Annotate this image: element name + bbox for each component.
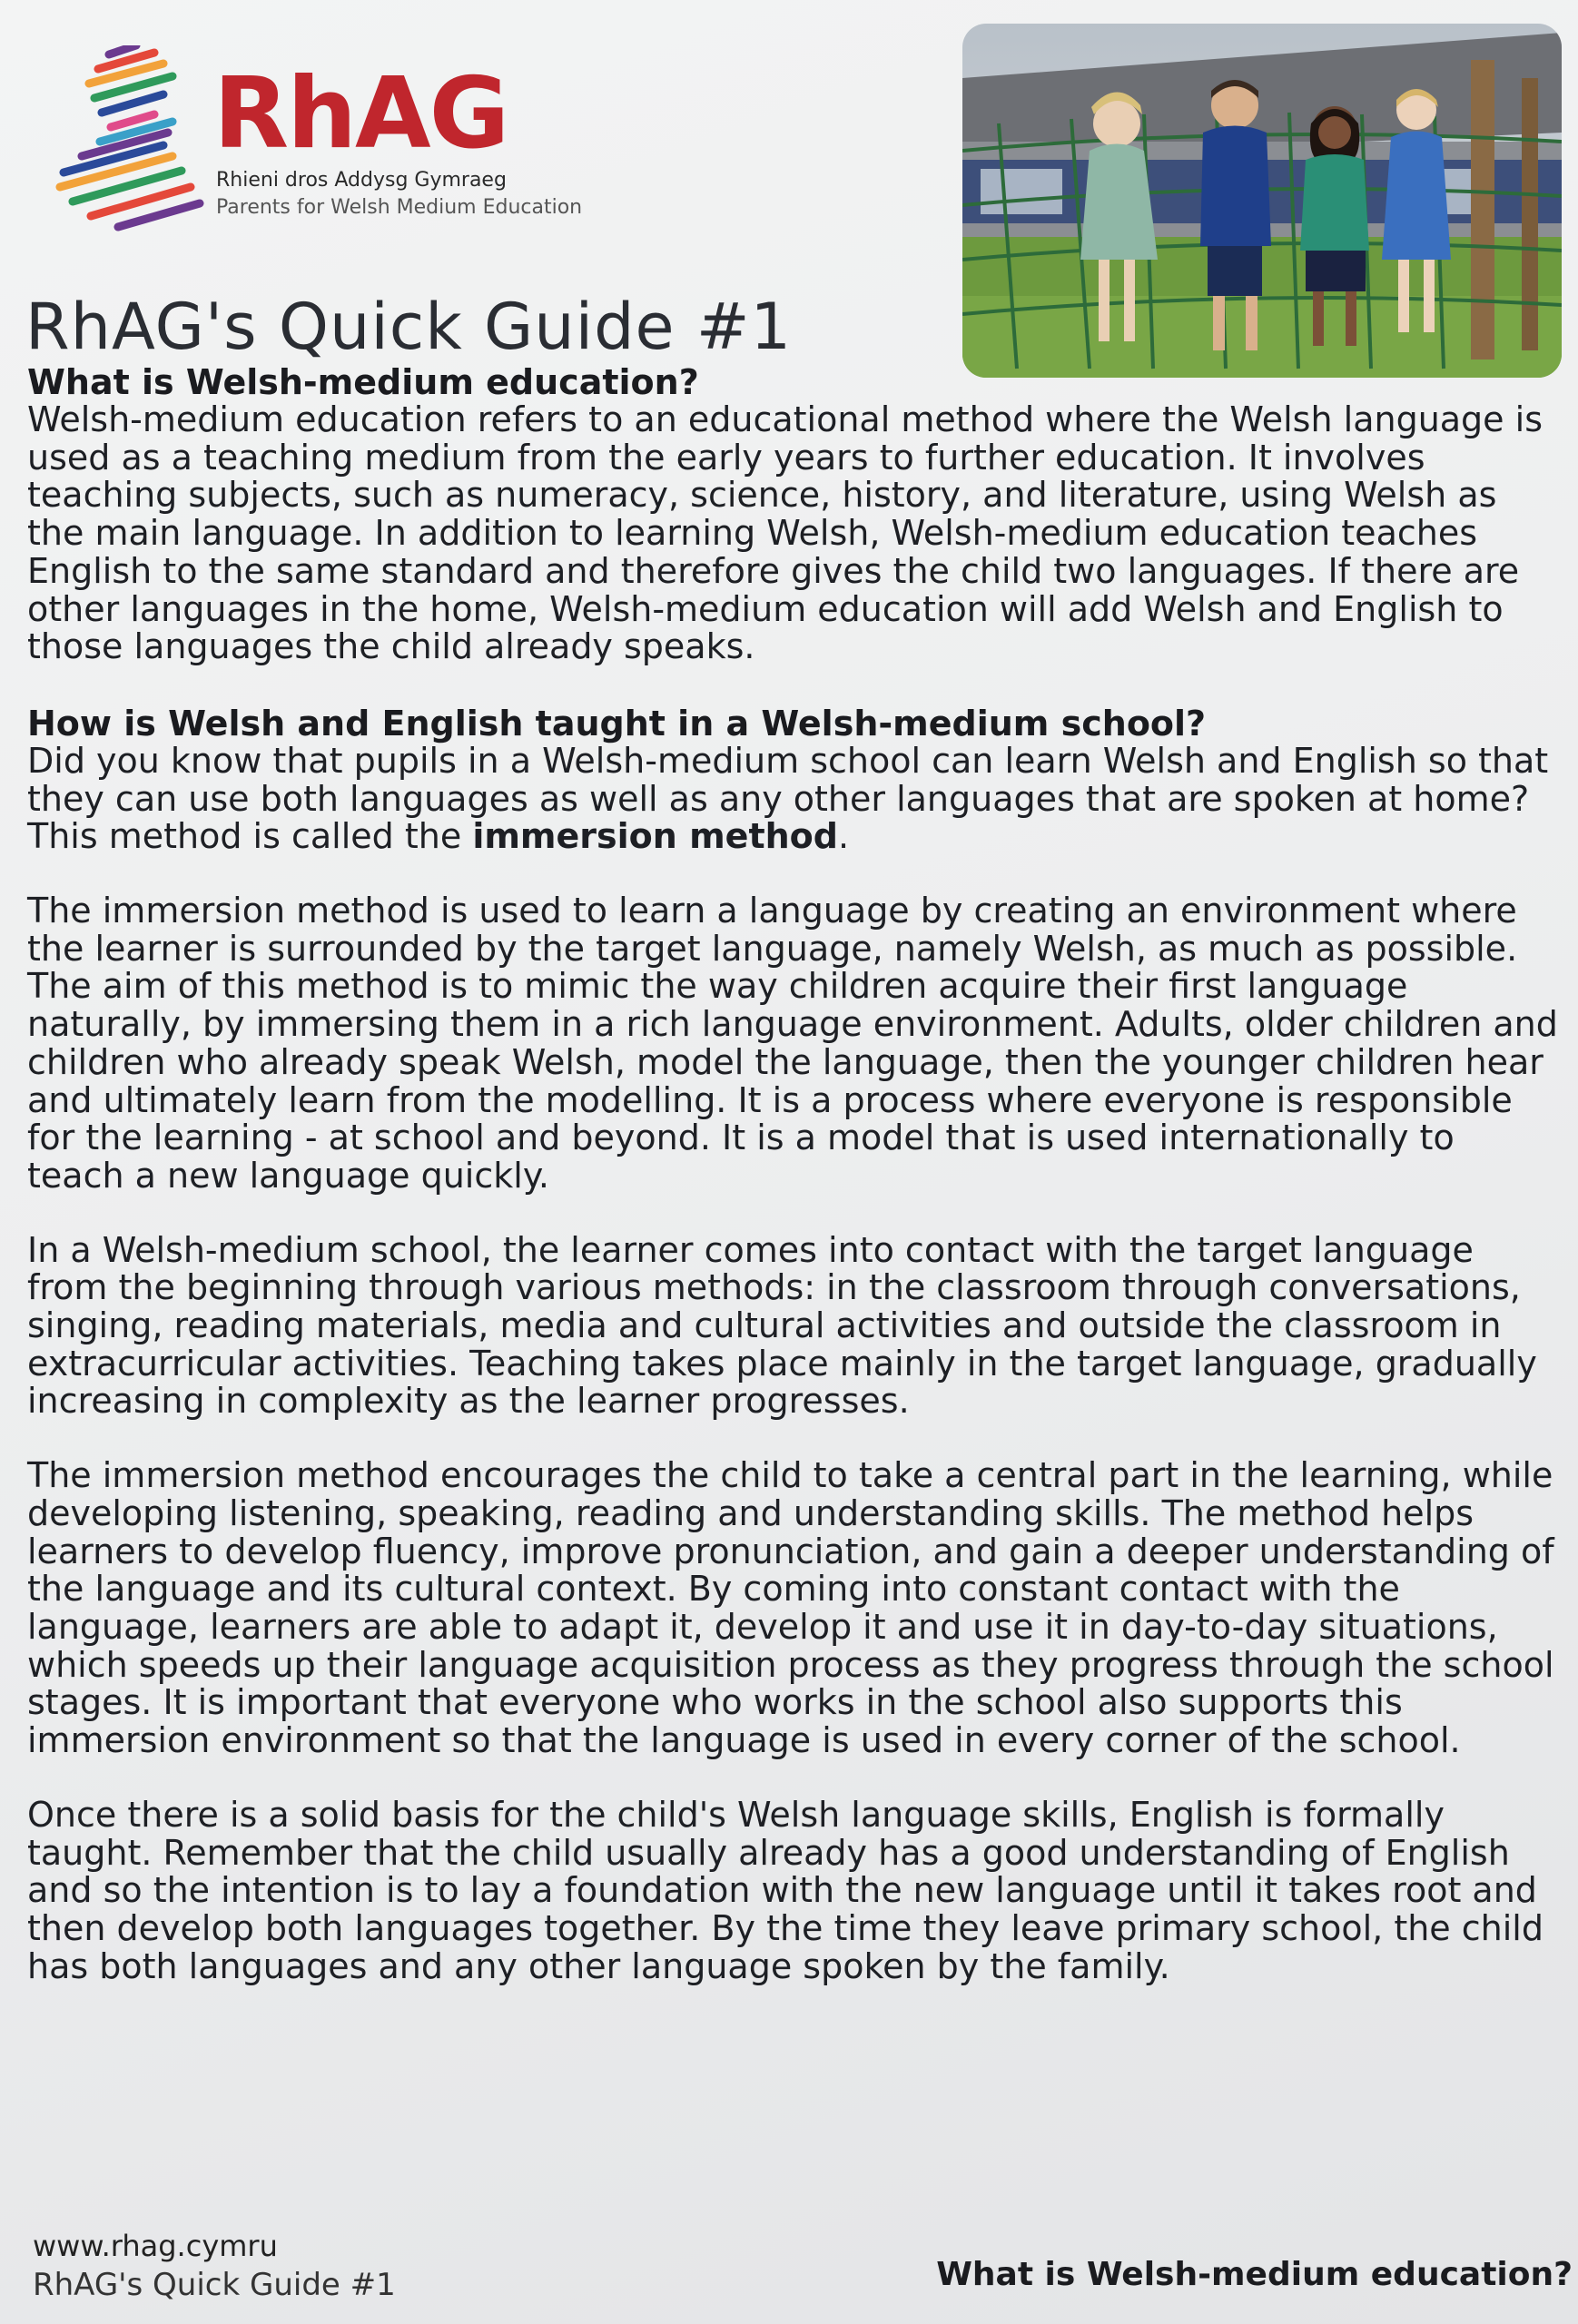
section-text-how-taught: [27, 740, 1562, 857]
paragraph-english-teaching: Once there is a solid basis for the child's Welsh language skills, English is formally taught. Remember that the child usually already has a good understanding of English and so the intention is to lay a foundation with the new language until it takes root and then develop both languages together. By the time they leave primary school, the child has both languages and any other language spoken by the family.: [27, 1794, 1543, 1986]
paragraph-school-contact: In a Welsh-medium school, the learner comes into contact with the target language from the beginning through various methods: in the classroom through conversations, singing, reading materials, media and cultural activities and outside the classroom in extracurricular activities. Teaching takes place mainly in the target language, gradually increasing in complexity as the learner progresses.: [27, 1229, 1537, 1422]
logo-tagline-english: Parents for Welsh Medium Education: [216, 196, 583, 219]
footer-website-link[interactable]: www.rhag.cymru: [33, 2229, 278, 2263]
how-taught-text-start: Did you know that pupils in a Welsh-medium school can learn Welsh and English so that they can use both languages as well as any other languages that are spoken at home? This method is called the: [27, 740, 1549, 857]
paragraph-immersion-definition: The immersion method is used to learn a language by creating an environment where the learner is surrounded by the target language, namely Welsh, as much as possible. The aim of this method is to mimic the way children acquire their first language naturally, by immersing them in a rich language environment. Adults, older children and children who already speak Welsh, model the language, then the younger children hear and ultimately learn from the modelling. It is a process where everyone is responsible for the learning - at school and beyond. It is a model that is used internationally to teach a new language quickly.: [27, 891, 1558, 1196]
paragraph-immersion-benefits: The immersion method encourages the child to take a central part in the learning, while developing listening, speaking, reading and understanding skills. The method helps learners to develop fluency, improve pronunciation, and gain a deeper understanding of the language and its cultural context. By coming into constant contact with the language, learners are able to adapt it, develop it and use it in day-to-day situations, which speeds up their language acquisition process as they progress through the school stages. It is important that everyone who works in the school also supports this immersion environment so that the language is used in every corner of the school.: [27, 1455, 1554, 1761]
guide-body: [27, 363, 1562, 1985]
logo-wordmark: RhAG: [213, 57, 508, 171]
immersion-method-emphasis: immersion method: [472, 816, 838, 857]
logo-tagline-welsh: Rhieni dros Addysg Gymraeg: [216, 169, 507, 192]
page-title: RhAG's Quick Guide #1: [25, 289, 793, 364]
section-text-what-is: Welsh-medium education refers to an educational method where the Welsh language is used as a teaching medium from the early years to further education. It involves teaching subjects, such as numeracy, science, history, and literature, using Welsh as the main language. In addition to learning Welsh, Welsh-medium education teaches English to the same standard and therefore gives the child two languages. If there are other languages in the home, Welsh-medium education will add Welsh and English to those languages the child already speaks.: [27, 399, 1543, 667]
footer-guide-title: RhAG's Quick Guide #1: [33, 2267, 396, 2303]
section-heading-what-is: What is Welsh-medium education?: [27, 362, 699, 402]
how-taught-text-end: .: [837, 816, 850, 857]
children-playground-photo: [962, 24, 1562, 378]
section-heading-how-taught: How is Welsh and English taught in a Welsh-medium school?: [27, 703, 1207, 743]
footer-question: What is Welsh-medium education?: [936, 2256, 1573, 2293]
rhag-logo: [54, 45, 599, 245]
rhag-stripe-logo-icon: [54, 45, 209, 236]
